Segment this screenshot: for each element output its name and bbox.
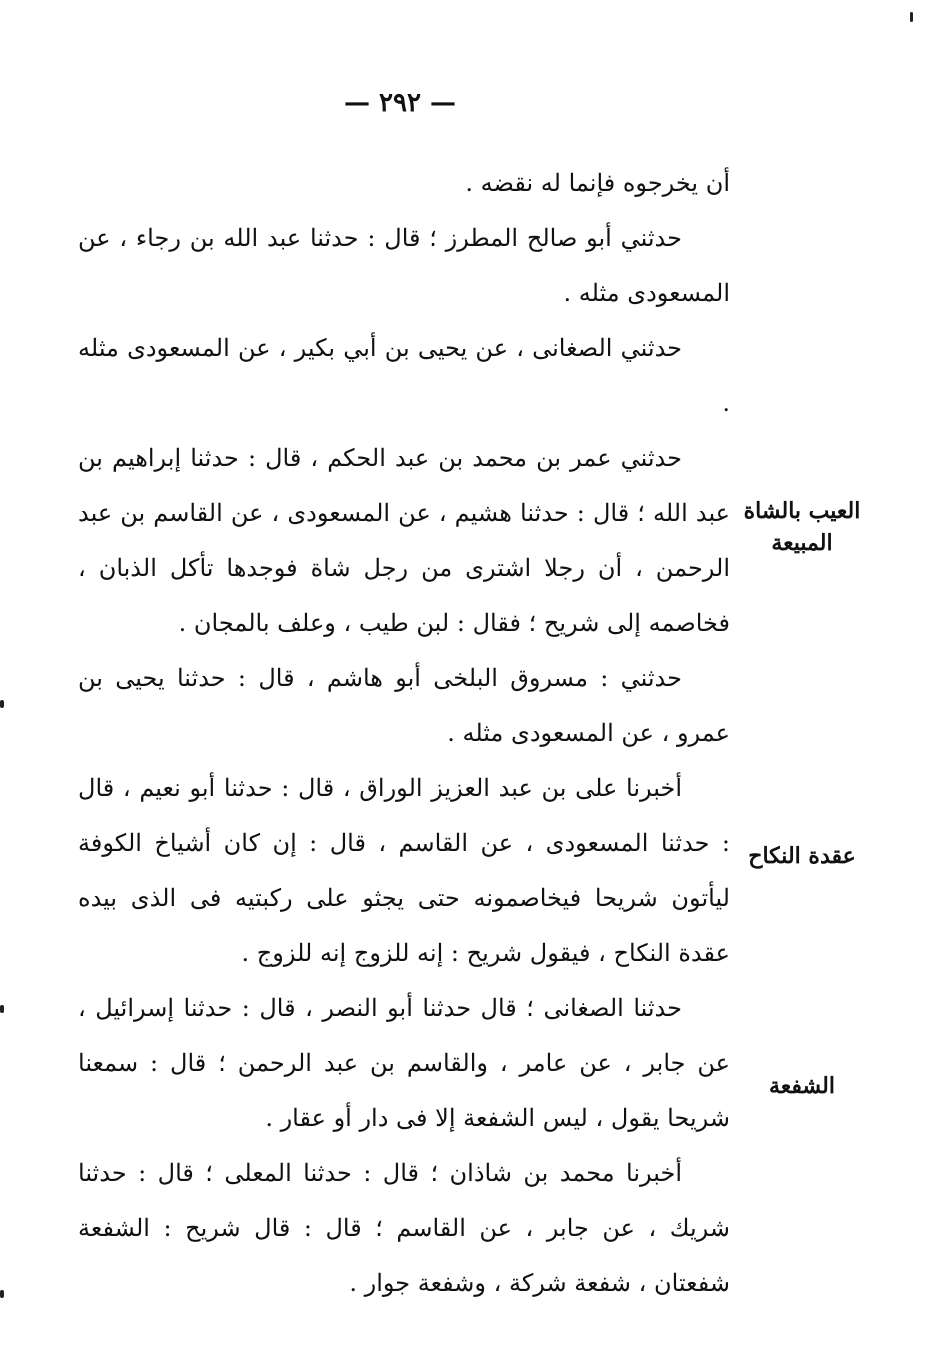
paragraph-1: أن يخرجوه فإنما له نقضه . — [465, 169, 730, 197]
scan-edge-mark — [0, 700, 4, 708]
paragraph-8: أخبرنا محمد بن شاذان ؛ قال : حدثنا المعلى ؛ قال : حدثنا شريك ، عن جابر ، عن القاسم ؛ قال : قال شريح : الشفعة شفعتان ، شفعة شركة ، وشفعة جوار . — [78, 1159, 730, 1297]
scan-edge-mark — [0, 1005, 4, 1013]
paragraph-2: حدثني أبو صالح المطرز ؛ قال : حدثنا عبد الله بن رجاء ، عن المسعودى مثله . — [78, 224, 730, 307]
paragraph-7: حدثنا الصغانى ؛ قال حدثنا أبو النصر ، قال : حدثنا إسرائيل ، عن جابر ، عن عامر ، والقاسم بن عبد الرحمن ؛ قال : سمعنا شريحا يقول ، ليس الشفعة إلا فى دار أو عقار . — [78, 994, 730, 1132]
paragraph-4: حدثني عمر بن محمد بن عبد الحكم ، قال : حدثنا إبراهيم بن عبد الله ؛ قال : حدثنا هشيم ، عن المسعودى ، عن القاسم بن عبد الرحمن ، أن رجلا اشترى من رجل شاة فوجدها تأكل الذبان ، فخاصمه إلى شريح ؛ فقال : لبن طيب ، وعلف بالمجان . — [78, 444, 730, 637]
paragraph-5: حدثني : مسروق البلخى أبو هاشم ، قال : حدثنا يحيى بن عمرو ، عن المسعودى مثله . — [78, 664, 730, 747]
main-text — [78, 156, 730, 1311]
page-number: — ٢٩٢ — — [343, 88, 457, 118]
margin-note-marriage-contract: عقدة النكاح — [748, 843, 856, 869]
margin-note-preemption: الشفعة — [769, 1073, 835, 1099]
paragraph-6: أخبرنا على بن عبد العزيز الوراق ، قال : حدثنا أبو نعيم ، قال : حدثنا المسعودى ، عن القاسم ، قال : إن كان أشياخ الكوفة ليأتون شريحا فيخاصمونه حتى يجثو على ركبتيه فى الذى بيده عقدة النكاح ، فيقول شريح : إنه للزوج إنه للزوج . — [78, 774, 730, 967]
scan-edge-mark — [910, 12, 913, 22]
margin-note-defect-sheep: العيب بالشاة المبيعة — [743, 498, 861, 556]
scan-edge-mark — [0, 1290, 4, 1298]
paragraph-3: حدثني الصغانى ، عن يحيى بن أبي بكير ، عن المسعودى مثله . — [78, 334, 730, 417]
